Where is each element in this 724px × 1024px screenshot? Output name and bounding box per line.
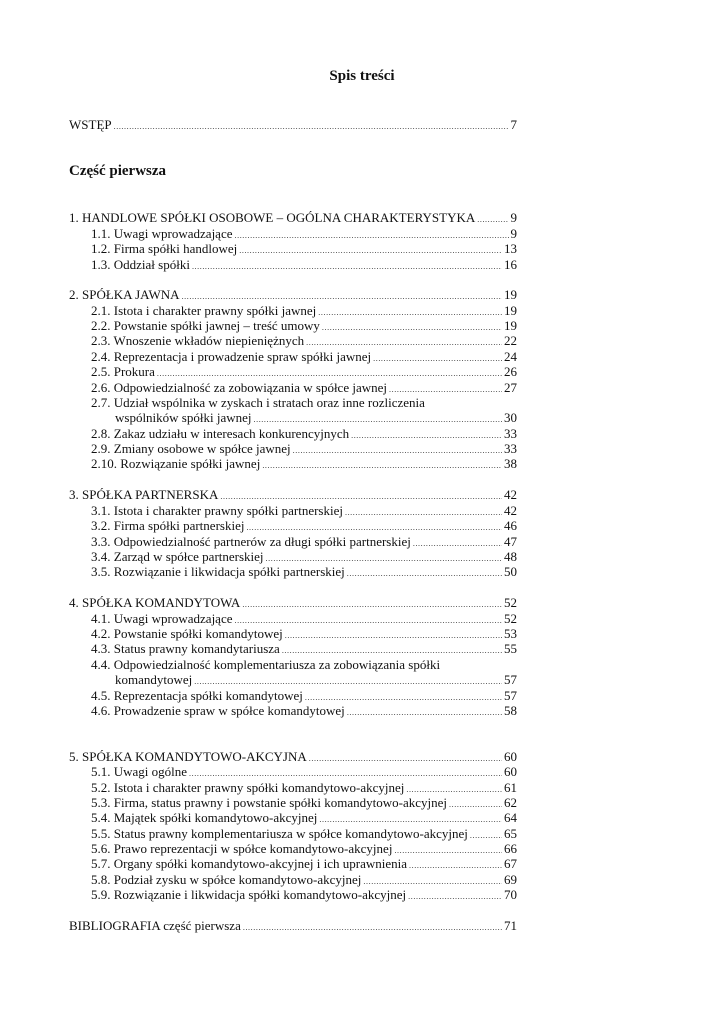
toc-label: 1.3. Oddział spółki (91, 257, 190, 272)
toc-label: 3.4. Zarząd w spółce partnerskiej (91, 549, 264, 564)
toc-label: 2.2. Powstanie spółki jawnej – treść umowy (91, 318, 320, 333)
toc-page-number: 65 (504, 826, 517, 841)
toc-label: 5. SPÓŁKA KOMANDYTOWO-AKCYJNA (69, 749, 307, 764)
toc-entry[interactable] (91, 333, 517, 348)
part-heading: Część pierwsza (69, 163, 167, 179)
dot-leader (220, 489, 502, 504)
toc-entry[interactable] (91, 810, 517, 825)
toc-entry-wrapped[interactable]: 4.4. Odpowiedzialność komplementariusza za zobowiązania spółki (91, 657, 441, 672)
toc-label: 5.2. Istota i charakter prawny spółki komandytowo-akcyjnej (91, 780, 405, 795)
toc-label: 2.10. Rozwiązanie spółki jawnej (91, 456, 261, 471)
dot-leader (194, 674, 502, 689)
dot-leader (114, 119, 509, 134)
toc-entry[interactable] (91, 611, 517, 626)
dot-leader (282, 643, 502, 658)
toc-page-number: 16 (504, 257, 517, 272)
toc-entry[interactable] (91, 841, 517, 856)
toc-entry[interactable] (91, 826, 517, 841)
toc-label: 5.8. Podział zysku w spółce komandytowo-akcyjnej (91, 872, 362, 887)
toc-page-number: 38 (504, 456, 517, 471)
toc-entry[interactable] (91, 703, 517, 718)
toc-page-number: 52 (504, 611, 517, 626)
dot-leader (239, 243, 502, 258)
toc-label: 2.8. Zakaz udziału w interesach konkurencyjnych (91, 426, 350, 441)
dot-leader (243, 920, 502, 935)
toc-entry[interactable] (91, 241, 517, 256)
toc-label: 2. SPÓŁKA JAWNA (69, 287, 180, 302)
toc-page-number: 13 (504, 241, 517, 256)
toc-entry-intro[interactable] (69, 117, 517, 132)
toc-label: 2.9. Zmiany osobowe w spółce jawnej (91, 441, 291, 456)
toc-label: 5.7. Organy spółki komandytowo-akcyjnej i ich uprawnienia (91, 856, 408, 871)
toc-chapter-4[interactable] (69, 595, 517, 610)
toc-entry[interactable] (91, 795, 517, 810)
dot-leader (409, 858, 502, 873)
dot-leader (189, 766, 502, 781)
toc-entry[interactable] (91, 349, 517, 364)
toc-label: 3. SPÓŁKA PARTNERSKA (69, 487, 219, 502)
toc-entry[interactable] (91, 503, 517, 518)
toc-chapter-3[interactable] (69, 487, 517, 502)
toc-page-number: 69 (504, 872, 517, 887)
toc-label: 5.1. Uwagi ogólne (91, 764, 188, 779)
dot-leader (319, 812, 502, 827)
toc-label: 4. SPÓŁKA KOMANDYTOWA (69, 595, 241, 610)
toc-entry[interactable] (91, 303, 517, 318)
toc-label: 1. HANDLOWE SPÓŁKI OSOBOWE – OGÓLNA CHARAKTERYSTYKA (69, 210, 476, 225)
toc-label: 3.5. Rozwiązanie i likwidacja spółki partnerskiej (91, 564, 345, 579)
toc-label: 2.3. Wnoszenie wkładów niepieniężnych (91, 333, 305, 348)
dot-leader (347, 566, 502, 581)
toc-entry[interactable] (91, 518, 517, 533)
toc-label: 2.6. Odpowiedzialność za zobowiązania w spółce jawnej (91, 380, 388, 395)
toc-page-number: 53 (504, 626, 517, 641)
toc-entry[interactable] (91, 780, 517, 795)
toc-entry[interactable] (91, 257, 517, 272)
toc-page-number: 60 (504, 749, 517, 764)
toc-label: 3.2. Firma spółki partnerskiej (91, 518, 245, 533)
toc-label: 5.6. Prawo reprezentacji w spółce komandytowo-akcyjnej (91, 841, 393, 856)
dot-leader (254, 412, 503, 427)
toc-entry[interactable] (91, 318, 517, 333)
toc-page-number: 19 (504, 287, 517, 302)
toc-entry[interactable] (91, 549, 517, 564)
toc-label: komandytowej (115, 672, 193, 687)
toc-entry[interactable] (91, 364, 517, 379)
toc-entry-wrapped[interactable]: 2.7. Udział wspólnika w zyskach i stratach oraz inne rozliczenia (91, 395, 425, 410)
toc-page-number: 9 (510, 210, 517, 225)
toc-label: 1.1. Uwagi wprowadzające (91, 226, 233, 241)
toc-label: 3.3. Odpowiedzialność partnerów za długi spółki partnerskiej (91, 534, 411, 549)
toc-chapter-5[interactable] (69, 749, 517, 764)
toc-page-number: 7 (510, 117, 517, 132)
toc-page-number: 22 (504, 333, 517, 348)
toc-entry[interactable] (91, 426, 517, 441)
toc-page-number: 42 (504, 487, 517, 502)
dot-leader (477, 212, 508, 227)
toc-label: 5.9. Rozwiązanie i likwidacja spółki komandytowo-akcyjnej (91, 887, 407, 902)
toc-label: BIBLIOGRAFIA część pierwsza (69, 918, 241, 933)
toc-entry[interactable] (91, 764, 517, 779)
toc-page-number: 46 (504, 518, 517, 533)
toc-chapter-2[interactable] (69, 287, 517, 302)
toc-chapter-1[interactable] (69, 210, 517, 225)
toc-page-number: 33 (504, 441, 517, 456)
toc-label: 4.5. Reprezentacja spółki komandytowej (91, 688, 303, 703)
toc-page-number: 19 (504, 318, 517, 333)
toc-page-number: 27 (504, 380, 517, 395)
toc-page-number: 24 (504, 349, 517, 364)
toc-label: 4.3. Status prawny komandytariusza (91, 641, 280, 656)
toc-page-number: 60 (504, 764, 517, 779)
toc-label: 4.6. Prowadzenie spraw w spółce komandytowej (91, 703, 345, 718)
toc-page-number: 26 (504, 364, 517, 379)
toc-page-number: 47 (504, 534, 517, 549)
dot-leader (408, 889, 502, 904)
toc-label: 4.2. Powstanie spółki komandytowej (91, 626, 283, 641)
toc-entry[interactable] (91, 872, 517, 887)
dot-leader (246, 520, 502, 535)
toc-page-number: 48 (504, 549, 517, 564)
toc-page-number: 64 (504, 810, 517, 825)
dot-leader (306, 335, 502, 350)
toc-entry-bibliography[interactable] (69, 918, 517, 933)
toc-entry[interactable] (91, 688, 517, 703)
toc-page-number: 52 (504, 595, 517, 610)
dot-leader (242, 597, 502, 612)
toc-page-number: 55 (504, 641, 517, 656)
toc-label: 4.1. Uwagi wprowadzające (91, 611, 233, 626)
dot-leader (347, 705, 502, 720)
toc-entry[interactable] (91, 887, 517, 902)
toc-page-number: 67 (504, 856, 517, 871)
toc-entry[interactable] (91, 380, 517, 395)
toc-entry[interactable] (91, 456, 517, 471)
toc-entry[interactable] (91, 534, 517, 549)
toc-entry-continuation[interactable] (115, 410, 517, 425)
dot-leader (182, 289, 502, 304)
toc-page-number: 57 (504, 672, 517, 687)
toc-page-number: 66 (504, 841, 517, 856)
toc-page-number: 50 (504, 564, 517, 579)
toc-entry[interactable] (91, 641, 517, 656)
toc-page-number: 19 (504, 303, 517, 318)
toc-page-number: 70 (504, 887, 517, 902)
toc-label: 1.2. Firma spółki handlowej (91, 241, 238, 256)
toc-page-number: 30 (504, 410, 517, 425)
page-title: Spis treści (329, 68, 395, 84)
toc-label: 3.1. Istota i charakter prawny spółki partnerskiej (91, 503, 343, 518)
toc-page-number: 57 (504, 688, 517, 703)
dot-leader (157, 366, 502, 381)
toc-entry[interactable] (91, 856, 517, 871)
toc-label: 5.5. Status prawny komplementariusza w spółce komandytowo-akcyjnej (91, 826, 468, 841)
toc-page-number: 58 (504, 703, 517, 718)
toc-entry[interactable] (91, 626, 517, 641)
toc-label: 2.1. Istota i charakter prawny spółki jawnej (91, 303, 317, 318)
toc-entry-continuation[interactable] (115, 672, 517, 687)
toc-label: 5.3. Firma, status prawny i powstanie spółki komandytowo-akcyjnej (91, 795, 448, 810)
toc-page-number: 9 (510, 226, 517, 241)
toc-page-number: 42 (504, 503, 517, 518)
toc-label: 5.4. Majątek spółki komandytowo-akcyjnej (91, 810, 318, 825)
toc-entry[interactable] (91, 226, 517, 241)
toc-page-number: 62 (504, 795, 517, 810)
dot-leader (262, 458, 502, 473)
toc-page-number: 61 (504, 780, 517, 795)
toc-entry[interactable] (91, 441, 517, 456)
toc-entry[interactable] (91, 564, 517, 579)
toc-page-number: 33 (504, 426, 517, 441)
toc-label: WSTĘP (69, 117, 112, 132)
dot-leader (192, 259, 502, 274)
toc-label: wspólników spółki jawnej (115, 410, 252, 425)
toc-label: 2.5. Prokura (91, 364, 155, 379)
toc-label: 2.4. Reprezentacja i prowadzenie spraw spółki jawnej (91, 349, 372, 364)
toc-page-number: 71 (504, 918, 517, 933)
